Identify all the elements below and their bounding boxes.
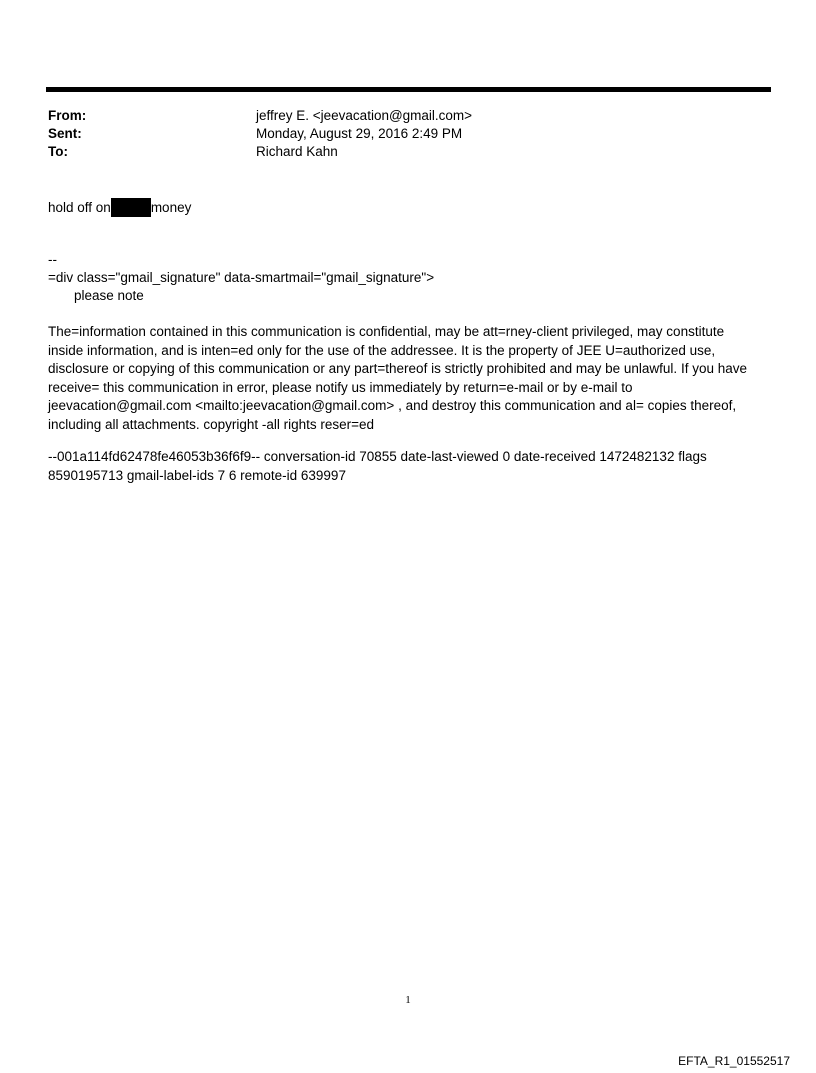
message-text-after: money	[150, 200, 192, 215]
email-header	[48, 107, 768, 161]
metadata-paragraph	[48, 448, 773, 485]
from-row	[48, 107, 768, 125]
disclaimer-line: receive= this communication in error, please notify us immediately by return=e-mail or by e-mail to	[48, 379, 633, 395]
disclaimer-paragraph	[48, 323, 773, 434]
disclaimer-line: disclosure or copying of this communication or any part=thereof is strictly prohibited and may be unlawful. If you have	[48, 361, 747, 376]
sent-label: Sent:	[48, 126, 82, 141]
redaction-box	[111, 198, 151, 217]
header-divider	[46, 87, 771, 92]
message-text-before: hold off on	[48, 200, 111, 215]
sent-row	[48, 125, 768, 143]
signature-dashes: --	[48, 252, 57, 267]
disclaimer-line: including all attachments. copyright -all rights reser=ed	[48, 416, 375, 432]
disclaimer-line: The=information contained in this communication is confidential, may be att=rney-client privileged, may constitute	[48, 324, 725, 339]
to-label: To:	[48, 144, 68, 159]
from-label: From:	[48, 108, 87, 123]
from-value: jeffrey E. <jeevacation@gmail.com>	[256, 108, 473, 123]
signature-note: please note	[74, 288, 144, 303]
sent-value: Monday, August 29, 2016 2:49 PM	[256, 126, 463, 141]
to-value: Richard Kahn	[256, 144, 338, 159]
to-row	[48, 143, 768, 161]
message-line	[48, 198, 191, 217]
bates-number: EFTA_R1_01552517	[678, 1054, 790, 1068]
signature-div-markup: =div class="gmail_signature" data-smartmail="gmail_signature">	[48, 270, 435, 285]
disclaimer-line: inside information, and is inten=ed only for the use of the addressee. It is the property of JEE U=authorized use,	[48, 342, 716, 358]
disclaimer-line: jeevacation@gmail.com <mailto:jeevacation@gmail.com> , and destroy this communication and al= copies thereof,	[48, 398, 737, 413]
page-number: 1	[405, 994, 411, 1006]
metadata-line: --001a114fd62478fe46053b36f6f9-- conversation-id 70855 date-last-viewed 0 date-received 1472482132 flags	[48, 449, 707, 464]
metadata-line: 8590195713 gmail-label-ids 7 6 remote-id 639997	[48, 467, 346, 483]
